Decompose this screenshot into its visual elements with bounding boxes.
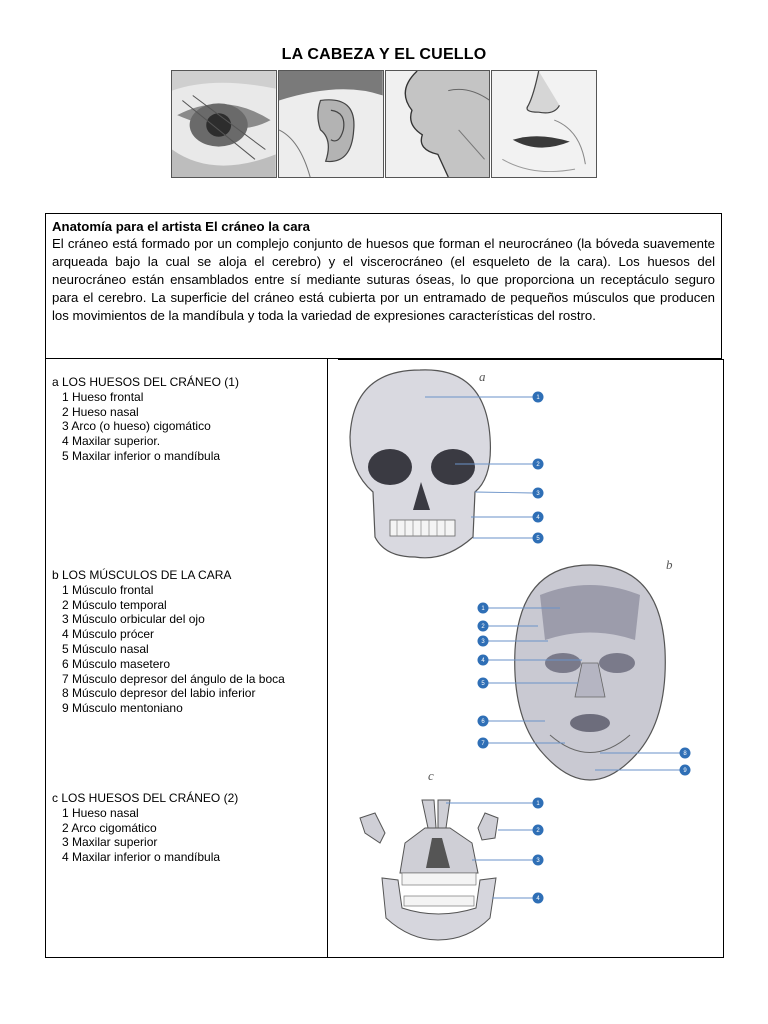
- ear-illustration: [278, 70, 384, 178]
- label-column: [45, 359, 328, 958]
- marker-a-3: 3: [536, 491, 540, 497]
- marker-b-7: 7: [481, 741, 485, 747]
- marker-b-9: 9: [683, 768, 687, 774]
- marker-c-2: 2: [536, 828, 540, 834]
- figure-c-bones: [350, 768, 560, 948]
- list-item: 1 Hueso frontal: [62, 389, 144, 404]
- marker-b-2: 2: [481, 624, 485, 630]
- list-item: 8 Músculo depresor del labio inferior: [62, 686, 256, 701]
- figure-b-letter: b: [666, 557, 673, 572]
- marker-b-4: 4: [481, 658, 485, 664]
- section-c-list: [52, 791, 238, 865]
- section-a-list: [52, 375, 239, 464]
- list-item: 3 Arco (o hueso) cigomático: [62, 419, 211, 434]
- marker-c-3: 3: [536, 858, 540, 864]
- list-item: 3 Maxilar superior: [62, 835, 158, 850]
- list-item: 9 Músculo mentoniano: [62, 701, 183, 716]
- marker-c-1: 1: [536, 801, 540, 807]
- list-item: 4 Maxilar inferior o mandíbula: [62, 850, 221, 865]
- marker-a-2: 2: [536, 462, 540, 468]
- intro-body: El cráneo está formado por un complejo conjunto de huesos que forman el neurocráneo (la bóveda suavemente arqueada bajo la cual se aloja el cerebro) y el viscerocráneo (el esqueleto de la cara). Los huesos del neurocráneo están ensamblados entre sí mediante suturas óseas, lo que proporciona un receptáculo seguro para el cerebro. La superficie del cráneo está cubierta por un entramado de pequeños músculos que producen los movimientos de la mandíbula y toda la variedad de expresiones características del rostro.: [52, 236, 715, 323]
- face-profile-illustration: [385, 70, 491, 178]
- nose-mouth-illustration: [491, 70, 597, 178]
- header-image-strip: [171, 70, 597, 178]
- list-item: 2 Hueso nasal: [62, 404, 139, 419]
- intro-heading: Anatomía para el artista El cráneo la cara: [52, 219, 311, 234]
- marker-a-5: 5: [536, 536, 540, 542]
- list-item: 5 Maxilar inferior o mandíbula: [62, 448, 221, 463]
- marker-b-5: 5: [481, 681, 485, 687]
- figure-a-skull: [335, 362, 555, 562]
- figure-c-letter: c: [428, 768, 434, 783]
- list-item: 7 Músculo depresor del ángulo de la boca: [62, 671, 285, 686]
- marker-b-3: 3: [481, 639, 485, 645]
- list-item: 2 Arco cigomático: [62, 820, 157, 835]
- list-item: 1 Hueso nasal: [62, 805, 139, 820]
- figure-b-muscles: [470, 555, 700, 785]
- marker-a-1: 1: [536, 395, 540, 401]
- list-item: 6 Músculo masetero: [62, 656, 171, 671]
- list-item: 4 Maxilar superior.: [62, 434, 161, 449]
- list-item: 2 Músculo temporal: [62, 597, 167, 612]
- section-c-heading: c LOS HUESOS DEL CRÁNEO (2): [52, 791, 239, 805]
- list-item: 5 Músculo nasal: [62, 641, 149, 656]
- marker-c-4: 4: [536, 896, 540, 902]
- marker-b-6: 6: [481, 719, 485, 725]
- section-b-list: [52, 568, 285, 716]
- list-item: 4 Músculo prócer: [62, 627, 155, 642]
- section-b-heading: b LOS MÚSCULOS DE LA CARA: [52, 568, 232, 582]
- list-item: 3 Músculo orbicular del ojo: [62, 612, 205, 627]
- marker-b-8: 8: [683, 751, 687, 757]
- marker-a-4: 4: [536, 515, 540, 521]
- page-title: LA CABEZA Y EL CUELLO: [281, 46, 487, 63]
- figure-a-letter: a: [479, 369, 486, 384]
- marker-b-1: 1: [481, 606, 485, 612]
- eye-illustration: [171, 70, 277, 178]
- section-a-heading: a LOS HUESOS DEL CRÁNEO (1): [52, 375, 239, 389]
- intro-box: [45, 213, 722, 359]
- list-item: 1 Músculo frontal: [62, 582, 154, 597]
